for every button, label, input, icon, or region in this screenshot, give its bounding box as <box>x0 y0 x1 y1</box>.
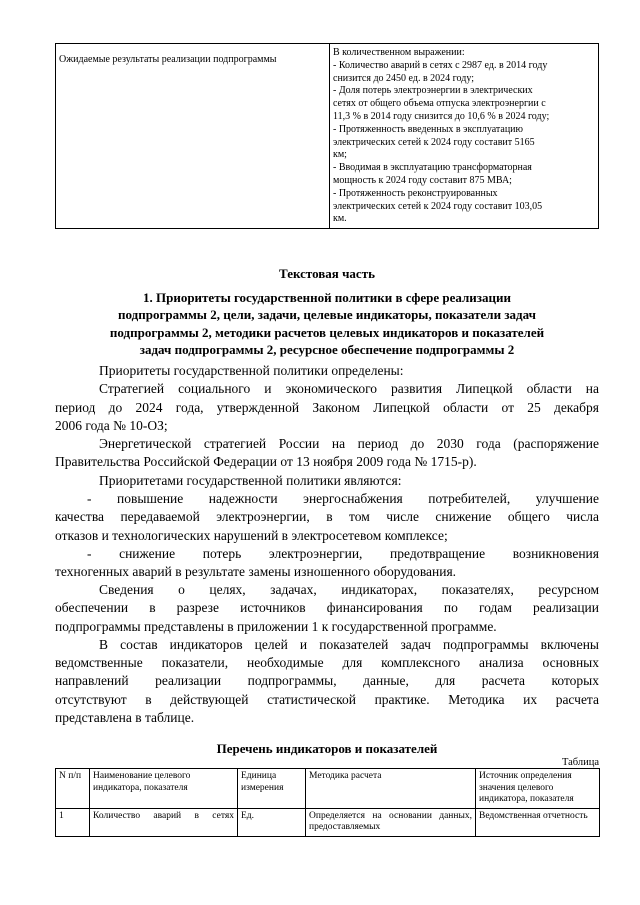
text-line: Стратегией социального и экономического развития Липецкой области на <box>99 381 599 397</box>
text-line: техногенных аварий в результате замены изношенного оборудования. <box>55 564 457 580</box>
cell-method: Определяется на основании данных, предоставляемых <box>306 808 476 836</box>
result-line: - Количество аварий в сетях с 2987 ед. в 2014 году <box>333 59 548 71</box>
result-line: - Протяженность реконструированных <box>333 187 498 199</box>
table-header-row <box>56 769 600 809</box>
result-line: В количественном выражении: <box>333 47 465 58</box>
text-line: - снижение потерь электроэнергии, предотвращение возникновения <box>87 545 599 561</box>
result-line: электрических сетей к 2024 году составит 5165 <box>333 136 535 148</box>
heading-line: подпрограммы 2, цели, задачи, целевые индикаторы, показатели задач <box>118 307 536 323</box>
text-line: подпрограммы представлены в приложении 1 к государственной программе. <box>55 618 497 634</box>
heading-line: подпрограммы 2, методики расчетов целевых индикаторов и показателей <box>109 324 545 340</box>
text-line: Приоритетами государственной политики являются: <box>99 472 402 488</box>
text-line: 2006 года № 10-ОЗ; <box>55 417 168 433</box>
text-line: отказов и технологических нарушений в электросетевом комплексе; <box>55 527 448 543</box>
list-title-text: Перечень индикаторов и показателей <box>216 741 438 756</box>
text-line: ведомственные показатели, необходимые для комплексного анализа основных <box>55 655 599 671</box>
cell-num: 1 <box>56 808 90 836</box>
cell-unit: Ед. <box>238 808 306 836</box>
cell-name: Количество аварий в сетях <box>90 808 238 836</box>
table-row <box>56 44 599 229</box>
list-title <box>55 740 599 757</box>
section-title-text: Текстовая часть <box>279 266 375 281</box>
header-name: Наименование целевого индикатора, показателя <box>90 769 238 809</box>
result-line: 11,3 % в 2014 году снизится до 10,6 % в 2024 году; <box>333 110 550 122</box>
table-caption: Таблица <box>561 757 599 768</box>
cell-source: Ведомственная отчетность <box>476 808 600 836</box>
header-method: Методика расчета <box>306 769 476 809</box>
text-line: обеспечении в разрезе источников финансирования по годам реализации <box>55 600 599 616</box>
text-line: Правительства Российской Федерации от 13 ноября 2009 года № 1715-р). <box>55 454 477 470</box>
text-line: представлена в таблице. <box>55 710 195 726</box>
text-line: Энергетической стратегией России на период до 2030 года (распоряжение <box>99 436 599 452</box>
result-line: электрических сетей к 2024 году составит 103,05 <box>333 200 543 212</box>
expected-results-table <box>55 43 599 229</box>
text-line: период до 2024 года, утвержденной Законом Липецкой области от 25 декабря <box>55 399 599 415</box>
text-line: направлений реализации подпрограммы, данные, для расчета которых <box>55 673 599 689</box>
text-line: качества передаваемой электроэнергии, в том числе снижение общего числа <box>55 509 599 525</box>
header-num: N п/п <box>56 769 90 809</box>
text-line: Приоритеты государственной политики определены: <box>99 363 404 378</box>
result-line: км; <box>333 149 347 161</box>
header-unit: Единица измерения <box>238 769 306 809</box>
expected-results-values <box>330 44 599 229</box>
chapter-heading <box>55 289 599 358</box>
result-line: сетях от общего объема отпуска электроэнергии с <box>333 98 546 110</box>
text-line: отсутствуют в действующей статистической практике. Методика их расчета <box>55 691 599 707</box>
header-source: Источник определения значения целевого индикатора, показателя <box>476 769 600 809</box>
table-row <box>56 808 600 836</box>
priorities-text <box>55 362 599 582</box>
text-line: - повышение надежности энергоснабжения потребителей, улучшение <box>87 491 599 507</box>
text-line: В состав индикаторов целей и показателей задач подпрограммы включены <box>99 636 599 652</box>
result-line: - Вводимая в эксплуатацию трансформаторная <box>333 162 532 174</box>
heading-line: 1. Приоритеты государственной политики в сфере реализации <box>142 290 511 305</box>
result-line: снизится до 2450 ед. в 2024 году; <box>333 72 474 84</box>
text-line: Сведения о целях, задачах, индикаторах, показателях, ресурсном <box>99 582 599 597</box>
result-line: - Доля потерь электроэнергии в электрических <box>333 85 533 97</box>
methodology-text <box>55 581 599 727</box>
expected-results-label: Ожидаемые результаты реализации подпрограммы <box>56 44 330 229</box>
result-line: мощность к 2024 году составит 875 МВА; <box>333 174 512 186</box>
indicators-table <box>55 768 600 837</box>
result-line: км. <box>333 213 347 225</box>
result-line: - Протяженность введенных в эксплуатацию <box>333 123 523 135</box>
heading-line: задач подпрограммы 2, ресурсное обеспечение подпрограммы 2 <box>139 341 515 357</box>
section-title <box>55 265 599 282</box>
